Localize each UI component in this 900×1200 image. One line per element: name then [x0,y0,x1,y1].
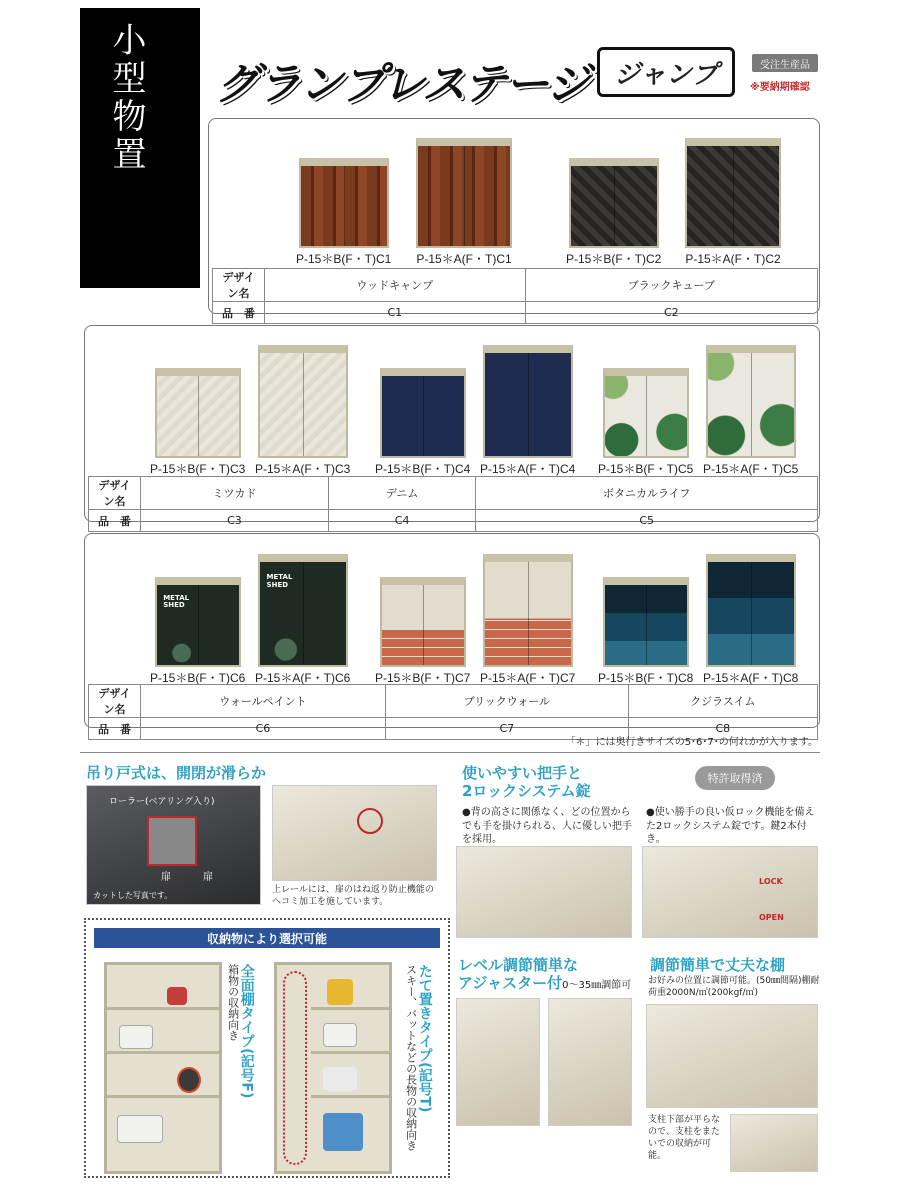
product-card [703,554,798,686]
handle-photo [456,846,632,938]
rail-note: 上レールには、扉のはね返り防止機能のヘコミ加工を施しています。 [272,885,434,908]
bottle-item [323,1067,357,1091]
type-f-desc: 箱物の収納向き [226,964,240,1041]
spec-table [212,268,818,324]
product-code: P-15＊A(F・T)C4 [480,462,576,476]
design-name: デニム [328,477,475,510]
shelf-text: お好みの位置に調節可能。(50㎜間隔)棚耐荷重2000N/㎡(200kgf/㎡) [648,976,820,999]
cut-photo-note: カットした写真です。 [93,891,173,900]
rail-photo [272,785,437,881]
door-label: 扉 [161,872,171,883]
made-to-order-badge: 受注生産品 [752,54,818,72]
product-code: P-15＊B(F・T)C7 [375,671,471,685]
design-name: ウォールペイント [141,685,386,718]
product-card [598,368,693,477]
product-code: P-15＊B(F・T)C2 [566,252,662,266]
lock-label: LOCK [759,877,783,886]
design-number: C8 [628,718,817,740]
storage-header: 収納物により選択可能 [94,928,440,948]
design-name: クジラスイム [628,685,817,718]
product-card [598,577,693,686]
design-number: C5 [476,510,818,532]
shed-image [299,158,389,248]
design-number: C4 [328,510,475,532]
shed-image [380,368,466,458]
type-t-desc: スキー、バットなどの長物の収納向き [404,964,418,1151]
handle-title-line1: 使いやすい把手と [462,764,583,782]
design-number: C6 [141,718,386,740]
roller-photo [86,785,261,905]
level-title-line2: アジャスター付 [458,974,563,992]
product-code: P-15＊A(F・T)C2 [685,252,781,266]
cooler-blue-item [323,1113,363,1151]
shed-image [569,158,659,248]
type-t-label [404,964,433,1164]
type-f-label [226,964,255,1164]
product-code: P-15＊A(F・T)C1 [416,252,512,266]
shelf-title: 調節簡単で丈夫な棚 [650,956,786,974]
category-tab [80,8,200,288]
adjuster-photo [456,998,540,1126]
design-number: C3 [141,510,329,532]
product-code: P-15＊B(F・T)C4 [375,462,471,476]
product-card [150,577,245,686]
product-card [480,345,575,477]
product-code: P-15＊B(F・T)C8 [598,671,694,685]
product-logo: グランプレステージ [215,59,589,110]
sliding-title: 吊り戸式は、開閉が滑らか [86,764,267,782]
rail-highlight [357,808,383,834]
shelf-photo [646,1004,818,1108]
roller-label: ローラー(ベアリング入り) [109,797,215,807]
product-card [703,345,798,477]
product-card [375,577,470,686]
storage-section [84,918,450,1178]
shed-image: METAL SHED [258,554,348,667]
level-range: 0～35㎜調節可 [562,980,632,991]
shed-image [603,577,689,667]
cooler-item [119,1025,153,1049]
product-code: P-15＊A(F・T)C5 [703,462,799,476]
product-code: P-15＊A(F・T)C6 [255,671,351,685]
product-code: P-15＊A(F・T)C3 [255,462,351,476]
product-code: P-15＊B(F・T)C1 [296,252,392,266]
shed-image [603,368,689,458]
shed-image [685,138,781,248]
number-label: 品 番 [89,510,141,532]
design-name: ブリックウォール [385,685,628,718]
product-code: P-15＊A(F・T)C7 [480,671,576,685]
lock-photo [642,846,818,938]
jump-badge: ジャンプ [597,47,735,97]
shed-image [483,345,573,458]
design-label: デザイン名 [89,477,141,510]
cooler-item [323,1023,357,1047]
design-name: ミツカド [141,477,329,510]
design-name: ウッドキャンプ [265,269,526,302]
design-label: デザイン名 [89,685,141,718]
adjuster-hand-photo [548,998,632,1126]
shed-image [380,577,466,667]
full-shelf-cabinet [104,962,222,1174]
shed-image: METAL SHED [155,577,241,667]
lock-text: ●使い勝手の良い仮ロック機能を備えた2ロックシステム錠です。鍵2本付き。 [646,807,815,845]
shed-image [155,368,241,458]
delivery-note: ※要納期確認 [750,82,810,93]
design-name: ブラックキューブ [525,269,817,302]
patent-badge: 特許取得済 [695,766,775,790]
product-code: P-15＊B(F・T)C6 [150,671,246,685]
handle-title [462,764,591,800]
shed-image [706,554,796,667]
post-note: 支柱下部が平らなので、支柱をまたいでの収納が可能。 [648,1115,721,1162]
level-title-line1: レベル調節簡単な [458,956,579,974]
type-f-title: 全面棚タイプ(記号F) [238,964,255,1099]
shed-image [258,345,348,458]
design-name: ボタニカルライフ [476,477,818,510]
bucket-item [327,979,353,1005]
shed-image [416,138,512,248]
roller-part [147,816,197,866]
product-card [375,368,470,477]
size-note: 「＊」には奥行きサイズの5･6･7･の何れかが入ります。 [565,737,818,748]
product-card [416,138,512,267]
helmet-item [167,987,187,1005]
spec-table [88,684,818,740]
shed-image [483,554,573,667]
handle-text: ●背の高さに関係なく、どの位置からでも手を掛けられる、人に優しい把手を採用。 [462,807,632,845]
product-card [150,368,245,477]
shed-image [706,345,796,458]
product-card [480,554,575,686]
long-item-area [283,971,307,1165]
spec-table [88,476,818,532]
design-number: C7 [385,718,628,740]
upright-cabinet [274,962,392,1174]
product-card [255,554,350,686]
product-card [296,158,391,267]
divider [80,752,820,753]
product-code: P-15＊A(F・T)C8 [703,671,799,685]
product-card [685,138,781,267]
number-label: 品 番 [213,302,265,324]
number-label: 品 番 [89,718,141,740]
product-code: P-15＊B(F・T)C3 [150,462,246,476]
category-title: 小型物置 [106,22,146,174]
door-label: 扉 [203,872,213,883]
open-label: OPEN [759,913,784,922]
product-card [255,345,350,477]
product-card [566,158,661,267]
handle-title-line2: 2ロックシステム錠 [462,782,591,800]
design-label: デザイン名 [213,269,265,302]
box-item [117,1115,163,1143]
level-title [458,956,631,992]
design-number: C2 [525,302,817,324]
design-number: C1 [265,302,526,324]
type-t-title: たて置きタイプ(記号T) [416,964,433,1113]
reel-item [177,1067,201,1093]
product-code: P-15＊B(F・T)C5 [598,462,694,476]
post-photo [730,1114,818,1172]
